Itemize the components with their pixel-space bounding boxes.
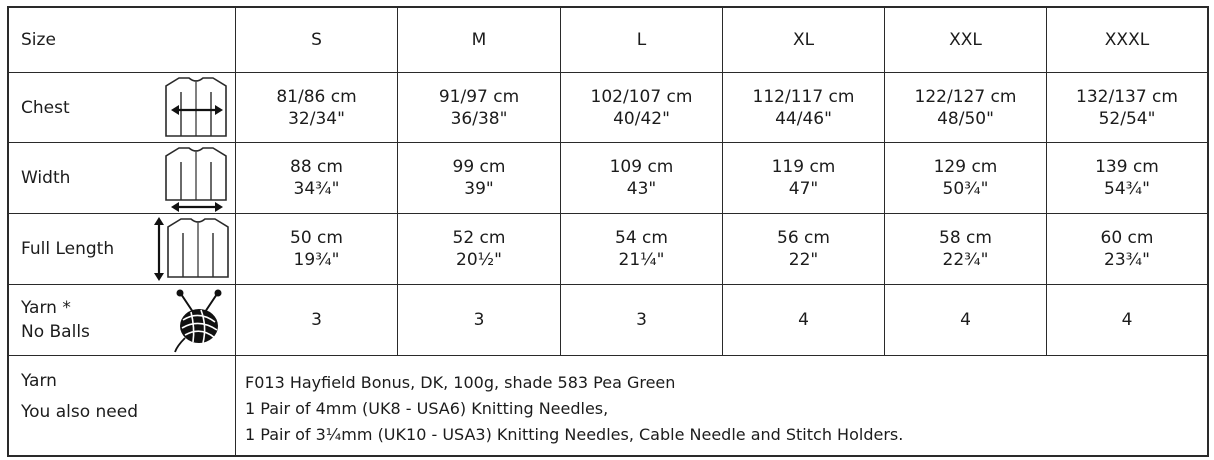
length-in-m: 20½" — [456, 250, 502, 270]
length-cm-xl: 56 cm — [777, 228, 830, 248]
length-in-l: 21¼" — [618, 250, 665, 270]
length-cell-xxxl — [1047, 214, 1207, 284]
width-cell-s — [236, 143, 397, 213]
yarn-balls-xxxl: 4 — [1121, 310, 1133, 330]
width-in-xxl: 50¾" — [942, 179, 989, 199]
footer-label-also-need: You also need — [21, 402, 138, 422]
needles-line-2: 1 Pair of 3¼mm (UK10 - USA3) Knitting Needles, Cable Needle and Stitch Holders. — [245, 425, 904, 444]
yarn-balls-m: 3 — [473, 310, 485, 330]
width-cell-xxl — [885, 143, 1046, 213]
length-cm-s: 50 cm — [290, 228, 343, 248]
chest-in-l: 40/42" — [613, 108, 670, 129]
length-measure-icon — [151, 215, 231, 283]
length-cm-m: 52 cm — [452, 228, 506, 248]
width-cm-xl: 119 cm — [771, 157, 836, 177]
chest-cell-m — [398, 73, 560, 142]
footer-label-yarn: Yarn — [21, 371, 57, 391]
width-in-m: 39" — [464, 179, 494, 199]
length-cell-xxl — [885, 214, 1046, 284]
row-label-yarn: Yarn * — [21, 298, 71, 318]
yarn-balls-xl: 4 — [798, 310, 809, 330]
chest-cm-s: 81/86 cm — [276, 86, 357, 107]
width-in-xl: 47" — [788, 179, 819, 199]
chest-in-xxxl: 52/54" — [1098, 108, 1156, 129]
row-label-width: Width — [21, 168, 71, 188]
size-header-xl: XL — [792, 30, 815, 50]
chest-cm-xxl: 122/127 cm — [914, 86, 1017, 107]
size-header-s: S — [311, 30, 322, 50]
width-cell-l — [561, 143, 722, 213]
length-cm-l: 54 cm — [615, 228, 668, 248]
length-in-xxxl: 23¾" — [1104, 250, 1150, 270]
row-divider — [9, 355, 1207, 356]
chest-cell-xxxl — [1047, 73, 1207, 142]
chest-cell-l — [561, 73, 722, 142]
length-cell-s — [236, 214, 397, 284]
chest-cm-l: 102/107 cm — [590, 86, 693, 107]
yarn-ball-needles-icon — [171, 288, 227, 354]
header-label-size: Size — [21, 30, 56, 50]
chest-in-s: 32/34" — [288, 108, 345, 129]
yarn-spec-line: F013 Hayfield Bonus, DK, 100g, shade 583 Pea Green — [245, 373, 676, 392]
chest-in-m: 36/38" — [450, 108, 508, 129]
yarn-balls-s: 3 — [311, 310, 322, 330]
chest-in-xxl: 48/50" — [937, 108, 994, 129]
width-in-s: 34¾" — [293, 179, 340, 199]
chest-in-xl: 44/46" — [775, 108, 832, 129]
yarn-balls-l: 3 — [636, 310, 647, 330]
row-label-yarn-balls — [21, 285, 90, 355]
length-in-xl: 22" — [788, 250, 819, 270]
width-cm-xxxl: 139 cm — [1095, 157, 1159, 177]
yarn-balls-xxl: 4 — [960, 310, 971, 330]
length-cm-xxl: 58 cm — [939, 228, 992, 248]
width-cm-s: 88 cm — [290, 157, 343, 177]
chest-cm-m: 91/97 cm — [438, 86, 520, 107]
chest-cell-xl — [723, 73, 884, 142]
length-in-s: 19¾" — [293, 250, 340, 270]
chest-measure-icon — [161, 74, 231, 140]
width-cell-xxxl — [1047, 143, 1207, 213]
width-cell-xl — [723, 143, 884, 213]
chest-cm-xl: 112/117 cm — [752, 86, 855, 107]
width-in-xxxl: 54¾" — [1104, 179, 1150, 199]
width-cm-m: 99 cm — [452, 157, 506, 177]
row-label-chest: Chest — [21, 97, 70, 118]
length-cell-l — [561, 214, 722, 284]
footer-labels — [21, 366, 138, 428]
width-cell-m — [398, 143, 560, 213]
width-cm-xxl: 129 cm — [933, 157, 998, 177]
size-header-xxxl: XXXL — [1104, 30, 1150, 50]
row-label-no-balls: No Balls — [21, 322, 90, 342]
length-cell-m — [398, 214, 560, 284]
size-header-xxl: XXL — [949, 30, 982, 50]
needles-line-1: 1 Pair of 4mm (UK8 - USA6) Knitting Needles, — [245, 399, 609, 418]
chest-cell-xxl — [885, 73, 1046, 142]
row-label-full-length: Full Length — [21, 239, 115, 259]
size-chart-table — [7, 6, 1209, 457]
width-in-l: 43" — [626, 179, 657, 199]
size-header-l: L — [636, 30, 647, 50]
chest-cm-xxxl: 132/137 cm — [1076, 86, 1178, 107]
size-header-m: M — [471, 30, 487, 50]
width-measure-icon — [161, 144, 231, 212]
width-cm-l: 109 cm — [609, 157, 674, 177]
footer-materials — [245, 370, 903, 448]
length-in-xxl: 22¾" — [942, 250, 989, 270]
chest-cell-s — [236, 73, 397, 142]
length-cm-xxxl: 60 cm — [1100, 228, 1154, 248]
length-cell-xl — [723, 214, 884, 284]
